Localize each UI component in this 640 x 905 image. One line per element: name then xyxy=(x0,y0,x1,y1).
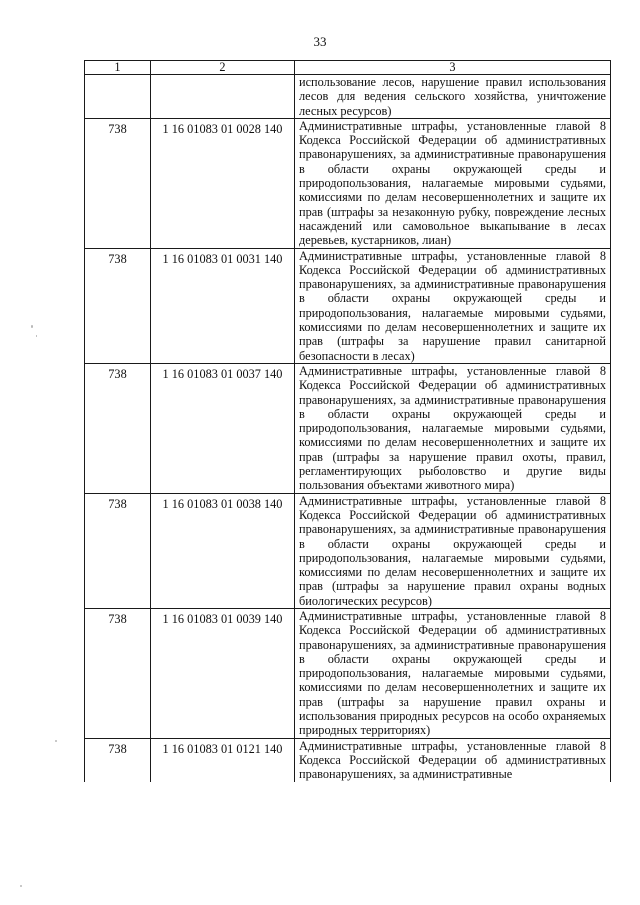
row-admin-code: 738 xyxy=(85,738,151,781)
table-header-row xyxy=(85,61,611,75)
row-kbk-code: 1 16 01083 01 0037 140 xyxy=(151,363,295,493)
table-row xyxy=(85,75,611,119)
table-row xyxy=(85,608,611,738)
row-kbk-code: 1 16 01083 01 0121 140 xyxy=(151,738,295,781)
budget-classification-table xyxy=(84,60,611,782)
table-row xyxy=(85,363,611,493)
row-kbk-code: 1 16 01083 01 0031 140 xyxy=(151,248,295,363)
row-description: Административные штрафы, установленные главой 8 Кодекса Российской Федерации об административных правонарушениях, за административные правонарушения в области охраны окружающей среды и природопользования, налагаемые мировыми судьями, комиссиями по делам несовершеннолетних и защите их прав (штрафы за нарушение правил охоты, правил, регламентирующих рыболовство и другие виды пользования объектами животного мира) xyxy=(295,363,611,493)
table-row xyxy=(85,493,611,608)
row-kbk-code: 1 16 01083 01 0028 140 xyxy=(151,118,295,248)
scan-speck xyxy=(20,885,22,887)
row-admin-code: 738 xyxy=(85,363,151,493)
scan-speck xyxy=(55,740,57,742)
table-row xyxy=(85,738,611,781)
row-kbk-code xyxy=(151,75,295,119)
row-kbk-code: 1 16 01083 01 0038 140 xyxy=(151,493,295,608)
table-row xyxy=(85,248,611,363)
row-admin-code xyxy=(85,75,151,119)
row-description: использование лесов, нарушение правил использования лесов для ведения сельского хозяйства, уничтожение лесных ресурсов) xyxy=(295,75,611,119)
row-kbk-code: 1 16 01083 01 0039 140 xyxy=(151,608,295,738)
scan-speck xyxy=(36,335,37,337)
row-description: Административные штрафы, установленные главой 8 Кодекса Российской Федерации об административных правонарушениях, за административные правонарушения в области охраны окружающей среды и природопользования, налагаемые мировыми судьями, комиссиями по делам несовершеннолетних и защите их прав (штрафы за нарушение правил охраны и использования природных ресурсов на особо охраняемых природных территориях) xyxy=(295,608,611,738)
row-description: Административные штрафы, установленные главой 8 Кодекса Российской Федерации об административных правонарушениях, за административные правонарушения в области охраны окружающей среды и природопользования, налагаемые мировыми судьями, комиссиями по делам несовершеннолетних и защите их прав (штрафы за незаконную рубку, повреждение лесных насаждений или самовольное выкапывание в лесах деревьев, кустарников, лиан) xyxy=(295,118,611,248)
header-column-1: 1 xyxy=(85,61,151,75)
row-admin-code: 738 xyxy=(85,118,151,248)
scan-speck xyxy=(31,325,33,328)
row-admin-code: 738 xyxy=(85,608,151,738)
row-description: Административные штрафы, установленные главой 8 Кодекса Российской Федерации об административных правонарушениях, за административные правонарушения в области охраны окружающей среды и природопользования, налагаемые мировыми судьями, комиссиями по делам несовершеннолетних и защите их прав (штрафы за нарушение правил охраны водных биологических ресурсов) xyxy=(295,493,611,608)
page-number: 33 xyxy=(313,34,327,49)
header-column-2: 2 xyxy=(151,61,295,75)
row-description: Административные штрафы, установленные главой 8 Кодекса Российской Федерации об административных правонарушениях, за административные xyxy=(295,738,611,781)
table-row xyxy=(85,118,611,248)
row-description: Административные штрафы, установленные главой 8 Кодекса Российской Федерации об административных правонарушениях, за административные правонарушения в области охраны окружающей среды и природопользования, налагаемые мировыми судьями, комиссиями по делам несовершеннолетних и защите их прав (штрафы за нарушение правил санитарной безопасности в лесах) xyxy=(295,248,611,363)
row-admin-code: 738 xyxy=(85,493,151,608)
row-admin-code: 738 xyxy=(85,248,151,363)
header-column-3: 3 xyxy=(295,61,611,75)
